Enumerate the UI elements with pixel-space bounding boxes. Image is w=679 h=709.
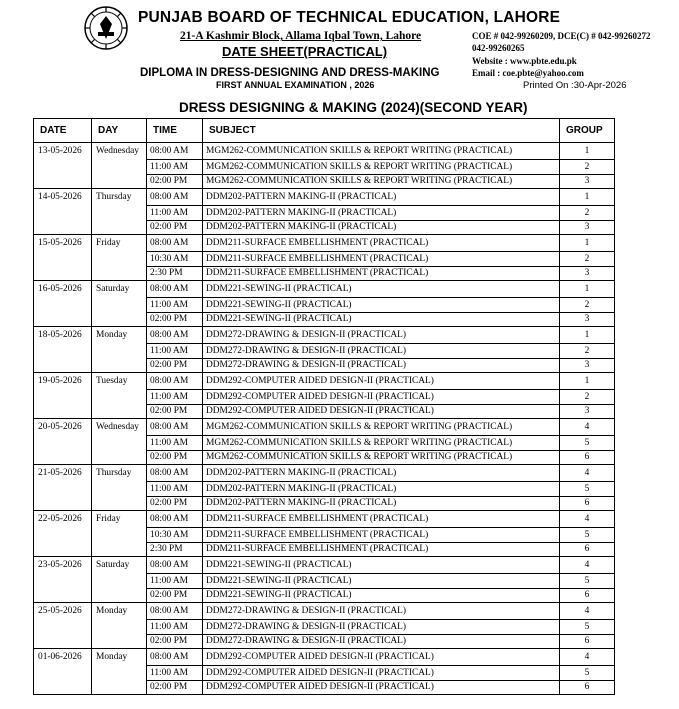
table-row [147,175,614,188]
group-number: 2 [584,300,590,310]
session-time: 02:00 PM [147,221,203,234]
group-number: 4 [584,606,590,616]
subject-name: MGM262-COMMUNICATION SKILLS & REPORT WRITING (PRACTICAL) [203,419,560,435]
table-row [147,666,614,681]
board-address: 21-A Kashmir Block, Allama Iqbal Town, Lahore [180,30,422,42]
session-time: 08:00 AM [147,603,203,619]
document-type: DATE SHEET(PRACTICAL) [222,44,388,59]
subject-name: DDM211-SURFACE EMBELLISHMENT (PRACTICAL) [203,267,560,280]
subject-name: DDM272-DRAWING & DESIGN-II (PRACTICAL) [203,327,560,343]
session-time: 2:30 PM [147,267,203,280]
group-number: 1 [584,284,590,294]
table-row [147,465,614,482]
subject-name: DDM272-DRAWING & DESIGN-II (PRACTICAL) [203,344,560,358]
session-time: 11:00 AM [147,344,203,358]
session-time: 08:00 AM [147,373,203,389]
group-number: 1 [584,146,590,156]
subject-name: DDM221-SEWING-II (PRACTICAL) [203,281,560,297]
exam-date: 18-05-2026 [34,327,92,372]
exam-day: Friday [92,235,147,280]
header-time: TIME [147,119,203,142]
exam-day: Friday [92,511,147,556]
subject-name: MGM262-COMMUNICATION SKILLS & REPORT WRITING (PRACTICAL) [203,160,560,174]
table-row [147,603,614,620]
group-number: 4 [584,422,590,432]
table-row [147,574,614,589]
exam-date: 16-05-2026 [34,281,92,326]
group-number: 1 [584,238,590,248]
group-number: 3 [584,176,590,186]
table-row [147,419,614,436]
session-list [147,327,614,372]
day-group [34,649,614,694]
subject-name: MGM262-COMMUNICATION SKILLS & REPORT WRITING (PRACTICAL) [203,175,560,188]
date-sheet-table [33,118,615,695]
group-number: 4 [584,652,590,662]
subject-name: DDM292-COMPUTER AIDED DESIGN-II (PRACTICAL) [203,681,560,694]
group-number: 4 [584,468,590,478]
table-header [34,119,614,143]
subject-name: DDM221-SEWING-II (PRACTICAL) [203,298,560,312]
exam-day: Wednesday [92,143,147,188]
group-number: 5 [584,438,590,448]
subject-name: DDM272-DRAWING & DESIGN-II (PRACTICAL) [203,359,560,372]
header-subject: SUBJECT [203,119,560,142]
day-group [34,603,614,649]
session-time: 02:00 PM [147,359,203,372]
group-number: 5 [584,668,590,678]
email-link[interactable]: Email : coe.pbte@yahoo.com [472,68,584,78]
table-row [147,221,614,234]
subject-name: DDM202-PATTERN MAKING-II (PRACTICAL) [203,189,560,205]
table-row [147,359,614,372]
session-time: 08:00 AM [147,557,203,573]
subject-name: DDM211-SURFACE EMBELLISHMENT (PRACTICAL) [203,528,560,542]
group-number: 2 [584,392,590,402]
exam-date: 23-05-2026 [34,557,92,602]
table-row [147,373,614,390]
session-list [147,465,614,510]
table-row [147,235,614,252]
group-number: 5 [584,576,590,586]
group-number: 2 [584,162,590,172]
table-row [147,482,614,497]
group-number: 2 [584,346,590,356]
session-list [147,373,614,418]
group-number: 1 [584,192,590,202]
session-time: 2:30 PM [147,543,203,556]
group-number: 3 [584,360,590,370]
day-group [34,465,614,511]
day-group [34,511,614,557]
table-row [147,649,614,666]
table-row [147,405,614,418]
day-group [34,327,614,373]
subject-name: DDM292-COMPUTER AIDED DESIGN-II (PRACTICAL) [203,405,560,418]
session-time: 11:00 AM [147,160,203,174]
table-row [147,143,614,160]
subject-name: MGM262-COMMUNICATION SKILLS & REPORT WRITING (PRACTICAL) [203,451,560,464]
session-time: 11:00 AM [147,298,203,312]
session-list [147,649,614,694]
table-row [147,511,614,528]
session-list [147,235,614,280]
subject-name: DDM202-PATTERN MAKING-II (PRACTICAL) [203,497,560,510]
subject-name: DDM272-DRAWING & DESIGN-II (PRACTICAL) [203,635,560,648]
subject-name: DDM202-PATTERN MAKING-II (PRACTICAL) [203,206,560,220]
header-day: DAY [92,119,147,142]
session-time: 02:00 PM [147,497,203,510]
table-row [147,635,614,648]
session-time: 08:00 AM [147,327,203,343]
table-row [147,436,614,451]
subject-name: DDM202-PATTERN MAKING-II (PRACTICAL) [203,221,560,234]
table-row [147,160,614,175]
subject-name: DDM292-COMPUTER AIDED DESIGN-II (PRACTICAL) [203,649,560,665]
session-time: 11:00 AM [147,206,203,220]
exam-day: Saturday [92,281,147,326]
table-row [147,313,614,326]
session-time: 08:00 AM [147,465,203,481]
exam-date: 14-05-2026 [34,189,92,234]
exam-day: Tuesday [92,373,147,418]
exam-day: Monday [92,603,147,648]
table-row [147,557,614,574]
table-row [147,298,614,313]
session-time: 08:00 AM [147,511,203,527]
day-group [34,281,614,327]
session-time: 08:00 AM [147,235,203,251]
subject-name: DDM221-SEWING-II (PRACTICAL) [203,313,560,326]
group-number: 2 [584,254,590,264]
session-time: 08:00 AM [147,189,203,205]
group-number: 3 [584,268,590,278]
exam-date: 21-05-2026 [34,465,92,510]
group-number: 6 [584,544,590,554]
table-row [147,681,614,694]
subject-name: DDM211-SURFACE EMBELLISHMENT (PRACTICAL) [203,235,560,251]
website-link[interactable]: Website : www.pbte.edu.pk [472,56,577,66]
session-time: 02:00 PM [147,175,203,188]
group-number: 5 [584,530,590,540]
exam-date: 15-05-2026 [34,235,92,280]
day-group [34,557,614,603]
table-row [147,528,614,543]
subject-name: DDM211-SURFACE EMBELLISHMENT (PRACTICAL) [203,543,560,556]
subject-name: DDM202-PATTERN MAKING-II (PRACTICAL) [203,482,560,496]
session-time: 11:00 AM [147,574,203,588]
session-time: 11:00 AM [147,620,203,634]
subject-name: DDM292-COMPUTER AIDED DESIGN-II (PRACTICAL) [203,390,560,404]
table-row [147,252,614,267]
diploma-title: DIPLOMA IN DRESS-DESIGNING AND DRESS-MAKING [140,67,440,79]
subject-name: DDM292-COMPUTER AIDED DESIGN-II (PRACTICAL) [203,666,560,680]
session-list [147,419,614,464]
contact-line-1: COE # 042-99260209, DCE(C) # 042-99260272 [472,31,651,41]
group-number: 6 [584,452,590,462]
subject-name: DDM221-SEWING-II (PRACTICAL) [203,574,560,588]
exam-date: 13-05-2026 [34,143,92,188]
exam-day: Monday [92,649,147,694]
exam-day: Thursday [92,465,147,510]
group-number: 6 [584,590,590,600]
group-number: 4 [584,560,590,570]
session-time: 10:30 AM [147,252,203,266]
session-time: 02:00 PM [147,451,203,464]
session-time: 11:00 AM [147,390,203,404]
session-list [147,281,614,326]
session-time: 11:00 AM [147,436,203,450]
session-time: 02:00 PM [147,405,203,418]
session-time: 02:00 PM [147,313,203,326]
table-row [147,327,614,344]
exam-day: Thursday [92,189,147,234]
subject-name: DDM211-SURFACE EMBELLISHMENT (PRACTICAL) [203,511,560,527]
exam-date: 20-05-2026 [34,419,92,464]
contact-numbers [472,31,651,54]
session-list [147,511,614,556]
session-time: 08:00 AM [147,281,203,297]
subject-name: DDM221-SEWING-II (PRACTICAL) [203,557,560,573]
group-number: 2 [584,208,590,218]
exam-date: 25-05-2026 [34,603,92,648]
session-list [147,557,614,602]
session-time: 02:00 PM [147,589,203,602]
exam-day: Wednesday [92,419,147,464]
group-number: 5 [584,484,590,494]
session-time: 08:00 AM [147,143,203,159]
session-list [147,143,614,188]
exam-name: FIRST ANNUAL EXAMINATION , 2026 [216,80,375,90]
session-time: 02:00 PM [147,635,203,648]
header-group: GROUP [566,125,603,136]
program-subtitle: DRESS DESIGNING & MAKING (2024)(SECOND YEAR) [179,100,528,115]
session-time: 08:00 AM [147,419,203,435]
subject-name: DDM211-SURFACE EMBELLISHMENT (PRACTICAL) [203,252,560,266]
session-list [147,603,614,648]
group-number: 6 [584,498,590,508]
group-number: 4 [584,514,590,524]
day-group [34,235,614,281]
subject-name: MGM262-COMMUNICATION SKILLS & REPORT WRITING (PRACTICAL) [203,143,560,159]
table-row [147,390,614,405]
header-date: DATE [34,119,92,142]
board-logo-icon [84,6,128,50]
session-list [147,189,614,234]
table-row [147,543,614,556]
table-row [147,451,614,464]
board-title: PUNJAB BOARD OF TECHNICAL EDUCATION, LAHORE [138,9,561,26]
contact-line-2: 042-99260265 [472,42,525,53]
subject-name: DDM202-PATTERN MAKING-II (PRACTICAL) [203,465,560,481]
session-time: 11:00 AM [147,666,203,680]
group-number: 6 [584,682,590,692]
table-row [147,189,614,206]
day-group [34,189,614,235]
table-row [147,589,614,602]
exam-date: 01-06-2026 [34,649,92,694]
session-time: 11:00 AM [147,482,203,496]
day-group [34,419,614,465]
table-row [147,206,614,221]
group-number: 6 [584,636,590,646]
table-row [147,344,614,359]
table-body [34,143,614,694]
day-group [34,143,614,189]
session-time: 08:00 AM [147,649,203,665]
session-time: 02:00 PM [147,681,203,694]
group-number: 3 [584,406,590,416]
table-row [147,620,614,635]
subject-name: MGM262-COMMUNICATION SKILLS & REPORT WRITING (PRACTICAL) [203,436,560,450]
exam-day: Saturday [92,557,147,602]
subject-name: DDM272-DRAWING & DESIGN-II (PRACTICAL) [203,603,560,619]
printed-date: Printed On :30-Apr-2026 [523,80,627,91]
subject-name: DDM292-COMPUTER AIDED DESIGN-II (PRACTICAL) [203,373,560,389]
exam-day: Monday [92,327,147,372]
table-row [147,267,614,280]
group-number: 1 [584,330,590,340]
group-number: 1 [584,376,590,386]
exam-date: 22-05-2026 [34,511,92,556]
group-number: 3 [584,314,590,324]
table-row [147,281,614,298]
group-number: 5 [584,622,590,632]
exam-date: 19-05-2026 [34,373,92,418]
table-row [147,497,614,510]
group-number: 3 [584,222,590,232]
subject-name: DDM272-DRAWING & DESIGN-II (PRACTICAL) [203,620,560,634]
subject-name: DDM221-SEWING-II (PRACTICAL) [203,589,560,602]
day-group [34,373,614,419]
session-time: 10:30 AM [147,528,203,542]
